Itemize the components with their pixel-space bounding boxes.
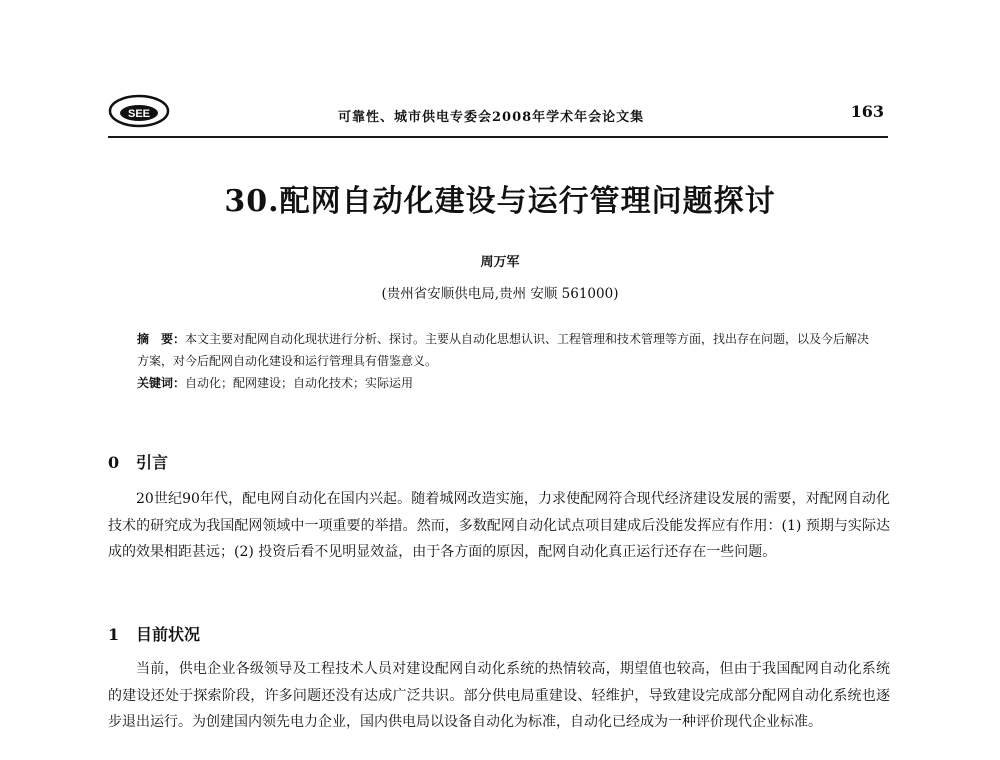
introduction-paragraph [108, 486, 890, 566]
page-number: 163 [850, 102, 884, 121]
logo-text: SEE [127, 108, 151, 120]
paragraph-text: 当前，供电企业各级领导及工程技术人员对建设配网自动化系统的热情较高，期望值也较高，但由于我国配网自动化系统的建设还处于探索阶段，许多问题还没有达成广泛共识。部分供电局重建设、轻维护，导致建设完成部分配网自动化系统也逐步退出运行。为创建国内领先电力企业，国内供电局以设备自动化为标准，自动化已经成为一种评价现代企业标准。 [108, 661, 890, 730]
section-number: 0 [108, 453, 120, 472]
current-status-paragraph [108, 656, 890, 736]
csee-logo [108, 94, 170, 128]
section-heading-current-status [108, 622, 200, 645]
abstract-label: 摘 要： [137, 332, 186, 346]
paper-title: 30.配网自动化建设与运行管理问题探讨 [224, 184, 776, 219]
author: 周万军 [480, 255, 520, 270]
section-title: 目前状况 [136, 625, 201, 644]
affiliation: (贵州省安顺供电局,贵州 安顺 561000) [381, 286, 619, 302]
keywords [137, 372, 877, 394]
abstract-block [137, 328, 877, 394]
running-header [108, 92, 888, 138]
abstract-text: 本文主要对配网自动化现状进行分析、探讨。主要从自动化思想认识、工程管理和技术管理等方面，找出存在问题，以及今后解决方案，对今后配网自动化建设和运行管理具有借鉴意义。 [137, 332, 870, 368]
paragraph-text: 20世纪90年代，配电网自动化在国内兴起。随着城网改造实施，力求使配网符合现代经济建设发展的需要，对配网自动化技术的研究成为我国配网领域中一项重要的举措。然而，多数配网自动化试点项目建成后没能发挥应有作用：(1) 预期与实际达成的效果相距甚远；(2) 投资后看不见明显效益，由于各方面的原因，配网自动化真正运行还存在一些问题。 [108, 491, 890, 560]
abstract [137, 328, 877, 372]
section-title: 引言 [136, 453, 169, 472]
keywords-label: 关键词： [137, 376, 186, 390]
running-title: 可靠性、城市供电专委会2008年学术年会论文集 [338, 110, 645, 125]
section-heading-introduction [108, 450, 168, 473]
section-number: 1 [108, 625, 120, 644]
keywords-text: 自动化；配网建设；自动化技术；实际运用 [185, 376, 414, 390]
